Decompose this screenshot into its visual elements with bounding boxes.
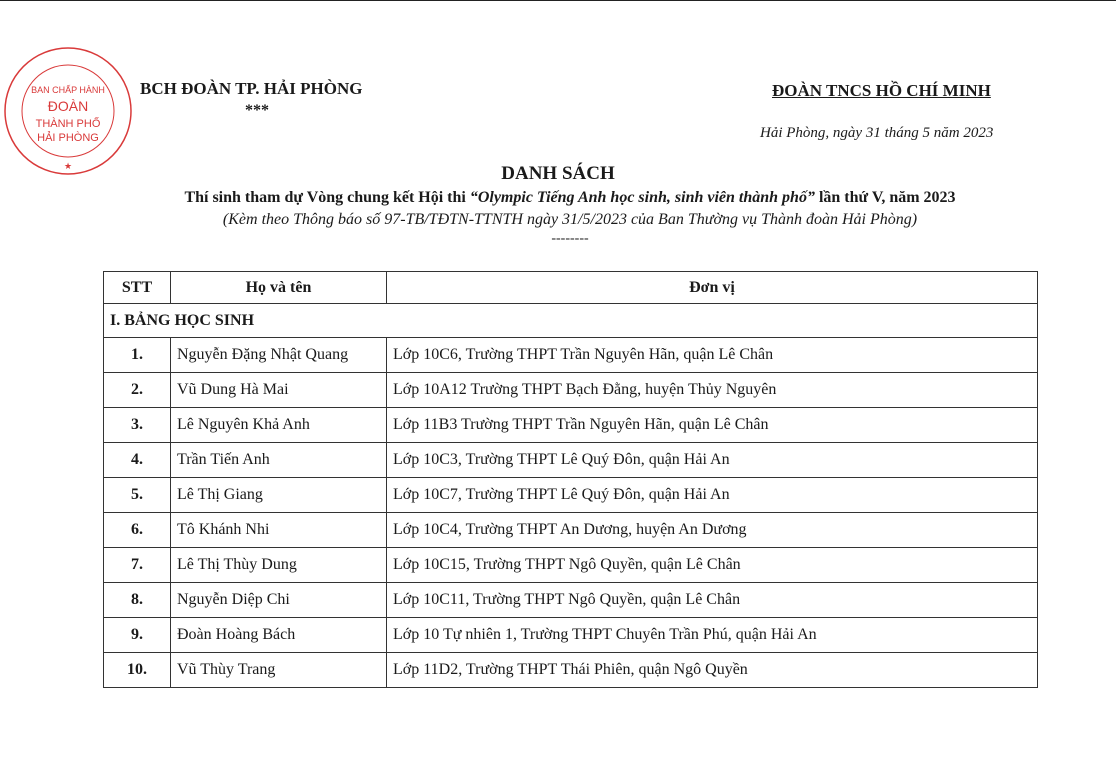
- document-date: Hải Phòng, ngày 31 tháng 5 năm 2023: [760, 125, 994, 141]
- row-name: Đoàn Hoàng Bách: [171, 618, 387, 653]
- table-row: [104, 618, 1038, 653]
- table-row: [104, 338, 1038, 373]
- svg-text:THÀNH PHỐ: THÀNH PHỐ: [35, 118, 101, 130]
- subtitle-text-end: lần thứ V, năm 2023: [814, 189, 956, 206]
- row-name: Lê Thị Giang: [171, 478, 387, 513]
- column-stt: STT: [104, 272, 171, 304]
- row-name: Lê Thị Thùy Dung: [171, 548, 387, 583]
- row-stt: 9.: [104, 618, 171, 653]
- document-title: DANH SÁCH: [501, 163, 615, 184]
- row-stt: 4.: [104, 443, 171, 478]
- subtitle-text: Thí sinh tham dự Vòng chung kết Hội thi: [184, 189, 470, 206]
- section-row: [104, 304, 1038, 338]
- contest-name: “Olympic Tiếng Anh học sinh, sinh viên thành phố”: [469, 189, 815, 206]
- column-name: Họ và tên: [171, 272, 387, 304]
- row-stt: 7.: [104, 548, 171, 583]
- column-unit: Đơn vị: [387, 272, 1038, 304]
- table-row: [104, 513, 1038, 548]
- table-row: [104, 548, 1038, 583]
- table-row: [104, 443, 1038, 478]
- table-row: [104, 583, 1038, 618]
- row-unit: Lớp 11D2, Trường THPT Thái Phiên, quận Ngô Quyền: [387, 653, 1038, 688]
- svg-text:HẢI PHÒNG: HẢI PHÒNG: [37, 132, 99, 144]
- row-unit: Lớp 10C15, Trường THPT Ngô Quyền, quận Lê Chân: [387, 548, 1038, 583]
- row-name: Nguyễn Diệp Chi: [171, 583, 387, 618]
- document-subtitle: [0, 188, 1116, 207]
- section-title: I. BẢNG HỌC SINH: [104, 304, 1038, 338]
- row-stt: 2.: [104, 373, 171, 408]
- table-row: [104, 478, 1038, 513]
- reference-note: (Kèm theo Thông báo số 97-TB/TĐTN-TTNTH ngày 31/5/2023 của Ban Thường vụ Thành đoàn Hải Phòng): [222, 211, 918, 228]
- row-name: Vũ Dung Hà Mai: [171, 373, 387, 408]
- row-name: Tô Khánh Nhi: [171, 513, 387, 548]
- svg-text:ĐOÀN: ĐOÀN: [47, 98, 89, 114]
- row-name: Nguyễn Đặng Nhật Quang: [171, 338, 387, 373]
- row-stt: 5.: [104, 478, 171, 513]
- row-unit: Lớp 10C11, Trường THPT Ngô Quyền, quận Lê Chân: [387, 583, 1038, 618]
- parent-organization: ĐOÀN TNCS HỒ CHÍ MINH: [772, 81, 991, 100]
- row-stt: 1.: [104, 338, 171, 373]
- row-stt: 6.: [104, 513, 171, 548]
- row-name: Trần Tiến Anh: [171, 443, 387, 478]
- row-unit: Lớp 10A12 Trường THPT Bạch Đằng, huyện Thủy Nguyên: [387, 373, 1038, 408]
- row-stt: 8.: [104, 583, 171, 618]
- row-unit: Lớp 11B3 Trường THPT Trần Nguyên Hãn, quận Lê Chân: [387, 408, 1038, 443]
- row-stt: 3.: [104, 408, 171, 443]
- official-stamp: [2, 45, 134, 177]
- separator: --------: [551, 231, 589, 246]
- row-name: Lê Nguyên Khả Anh: [171, 408, 387, 443]
- table-header: [104, 272, 1038, 304]
- svg-text:BAN CHẤP HÀNH: BAN CHẤP HÀNH: [31, 85, 105, 95]
- stars-divider: ***: [245, 102, 269, 119]
- table-row: [104, 408, 1038, 443]
- row-name: Vũ Thùy Trang: [171, 653, 387, 688]
- row-unit: Lớp 10C3, Trường THPT Lê Quý Đôn, quận Hải An: [387, 443, 1038, 478]
- row-unit: Lớp 10 Tự nhiên 1, Trường THPT Chuyên Trần Phú, quận Hải An: [387, 618, 1038, 653]
- svg-text:★: ★: [63, 161, 73, 171]
- row-unit: Lớp 10C4, Trường THPT An Dương, huyện An Dương: [387, 513, 1038, 548]
- row-unit: Lớp 10C7, Trường THPT Lê Quý Đôn, quận Hải An: [387, 478, 1038, 513]
- issuing-organization: BCH ĐOÀN TP. HẢI PHÒNG: [140, 79, 363, 98]
- row-stt: 10.: [104, 653, 171, 688]
- candidate-table: [103, 271, 1038, 688]
- row-unit: Lớp 10C6, Trường THPT Trần Nguyên Hãn, quận Lê Chân: [387, 338, 1038, 373]
- table-row: [104, 373, 1038, 408]
- table-row: [104, 653, 1038, 688]
